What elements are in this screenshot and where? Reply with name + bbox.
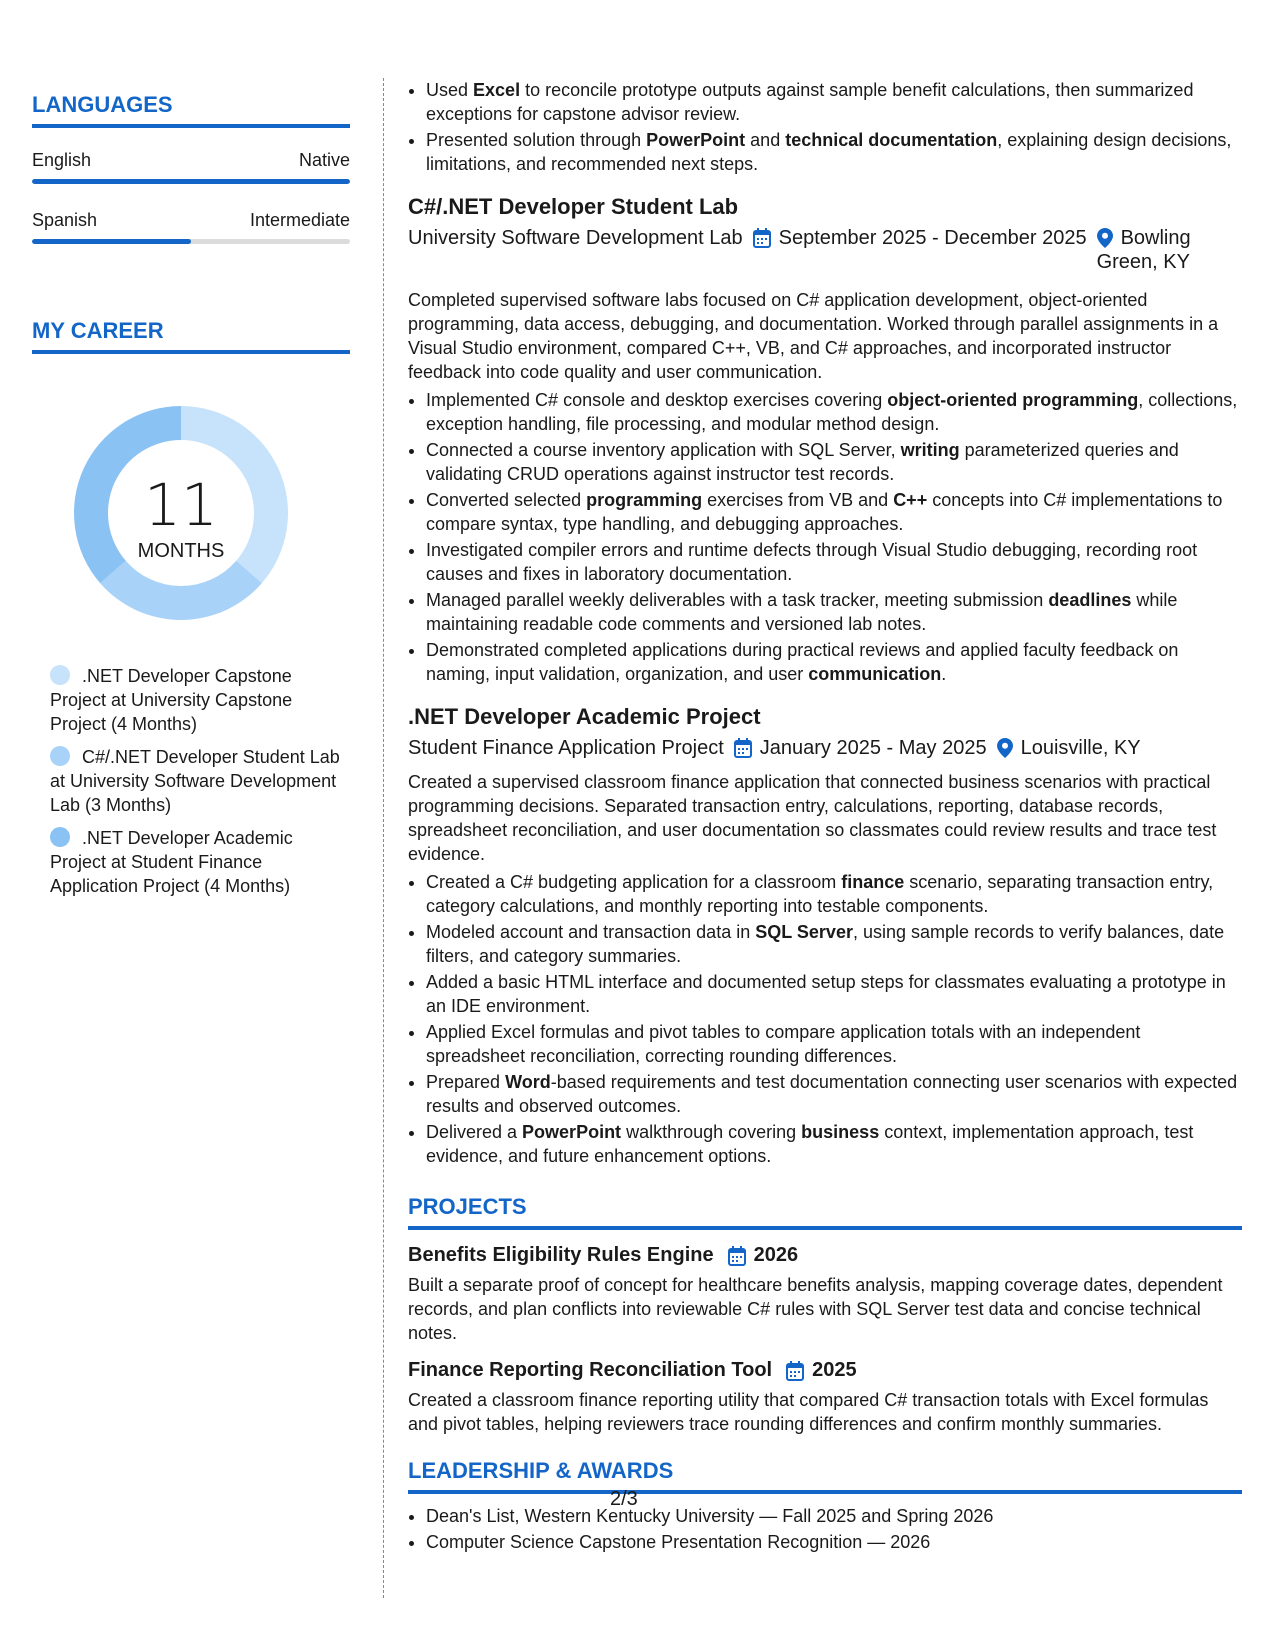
bullet-item: • Prepared Word-based requirements and test documentation connecting user scenarios with expected results and observed outcomes.: [426, 1070, 1242, 1118]
language-level: Intermediate: [249, 210, 350, 230]
bullet-item: • Investigated compiler errors and runtime defects through Visual Studio debugging, recording root causes and fixes in laboratory documentation.: [426, 538, 1242, 586]
leadership-item: • Dean's List, Western Kentucky University — Fall 2025 and Spring 2026: [426, 1504, 1242, 1528]
language-level-bar: [32, 239, 350, 244]
job-bullet-list: [408, 870, 1242, 1168]
legend-item: [50, 664, 350, 736]
languages-title: LANGUAGES: [32, 92, 350, 128]
legend-dot: [50, 746, 70, 766]
bullet-item: • Modeled account and transaction data in SQL Server, using sample records to verify balances, date filters, and category summaries.: [426, 920, 1242, 968]
project-name: Finance Reporting Reconciliation Tool: [408, 1359, 773, 1381]
job-company: Student Finance Application Project: [408, 737, 724, 759]
right-column: [408, 78, 1242, 1556]
column-divider: [383, 78, 384, 1598]
projects-title: PROJECTS: [408, 1194, 1242, 1230]
bullet-item: • Implemented C# console and desktop exercises covering object-oriented programming, collections, exception handling, file processing, and modular method design.: [426, 388, 1242, 436]
project-year: 2026: [753, 1244, 799, 1266]
project-item: [408, 1359, 1242, 1436]
calendar-icon: [786, 1361, 804, 1381]
legend-dot: [50, 665, 70, 685]
project-description: Built a separate proof of concept for healthcare benefits analysis, mapping coverage dates, dependent records, and plan conflicts into reviewable C# rules with SQL Server test data and concise technical notes.: [408, 1275, 1223, 1343]
job-description: Completed supervised software labs focused on C# application development, object-oriented programming, data access, debugging, and documentation. Worked through parallel assignments in a Visual Studio environment, compared C++, VB, and C# approaches, and incorporated instructor feedback into code quality and user communication.: [408, 290, 1219, 382]
job-location-line: Green, KY: [1096, 251, 1190, 273]
legend-label: .NET Developer Academic Project at Student Finance Application Project (4 Months): [50, 828, 293, 896]
leadership-title: LEADERSHIP & AWARDS: [408, 1458, 1242, 1494]
top-bullet-list: [408, 78, 1242, 176]
career-total-number: 11: [144, 471, 218, 539]
leadership-list: [408, 1504, 1242, 1554]
page-number: 2/3: [610, 1488, 638, 1510]
bullet-item: • Added a basic HTML interface and documented setup steps for classmates evaluating a prototype in an IDE environment.: [426, 970, 1242, 1018]
job-meta: [408, 226, 1242, 274]
location-pin-icon: [1097, 228, 1113, 248]
language-level-fill: [32, 239, 191, 244]
project-year: 2025: [812, 1359, 857, 1381]
legend-item: [50, 745, 350, 817]
legend-item: [50, 826, 350, 898]
career-donut-chart: [66, 398, 296, 628]
calendar-icon: [753, 228, 771, 248]
bullet-item: • Delivered a PowerPoint walkthrough covering business context, implementation approach, test evidence, and future enhancement options.: [426, 1120, 1242, 1168]
legend-label: C#/.NET Developer Student Lab at University Software Development Lab (3 Months): [50, 747, 340, 815]
language-level: Native: [298, 150, 350, 170]
leadership-section: [408, 1458, 1242, 1554]
career-total-unit: MONTHS: [137, 540, 225, 562]
job-bullet-list: [408, 388, 1242, 686]
language-name: English: [32, 150, 92, 170]
job-company: University Software Development Lab: [408, 227, 743, 249]
job-title: .NET Developer Academic Project: [408, 704, 761, 729]
bullet-item: • Demonstrated completed applications during practical reviews and applied faculty feedback on naming, input validation, organization, and user communication.: [426, 638, 1242, 686]
calendar-icon: [734, 738, 752, 758]
career-legend: [50, 664, 350, 898]
job-dates: September 2025 - December 2025: [778, 227, 1087, 249]
projects-section: [408, 1194, 1242, 1436]
language-level-bar: [32, 179, 350, 184]
career-title: MY CAREER: [32, 318, 350, 354]
bullet-item: • Converted selected programming exercises from VB and C++ concepts into C# implementations to compare syntax, type handling, and debugging approaches.: [426, 488, 1242, 536]
job-location: Louisville, KY: [1020, 737, 1141, 759]
job-meta: [408, 736, 1242, 760]
language-item: [32, 150, 350, 184]
language-level-fill: [32, 179, 350, 184]
bullet-item: • Managed parallel weekly deliverables with a task tracker, meeting submission deadlines while maintaining readable code comments and versioned lab notes.: [426, 588, 1242, 636]
project-name: Benefits Eligibility Rules Engine: [408, 1244, 714, 1266]
project-item: [408, 1244, 1242, 1345]
bullet-item: • Used Excel to reconcile prototype outputs against sample benefit calculations, then summarized exceptions for capstone advisor review.: [426, 78, 1242, 126]
bullet-item: • Connected a course inventory application with SQL Server, writing parameterized queries and validating CRUD operations against instructor test records.: [426, 438, 1242, 486]
legend-dot: [50, 827, 70, 847]
legend-label: .NET Developer Capstone Project at University Capstone Project (4 Months): [50, 666, 293, 734]
language-item: [32, 210, 350, 244]
leadership-item: • Computer Science Capstone Presentation Recognition — 2026: [426, 1530, 1242, 1554]
left-column: [32, 92, 350, 907]
calendar-icon: [728, 1246, 746, 1266]
job-dates: January 2025 - May 2025: [759, 737, 987, 759]
bullet-item: • Presented solution through PowerPoint and technical documentation, explaining design decisions, limitations, and recommended next steps.: [426, 128, 1242, 176]
job-description: Created a supervised classroom finance application that connected business scenarios with practical programming decisions. Separated transaction entry, calculations, reporting, database records, spreadsheet reconciliation, and user documentation so classmates could review results and trace test evidence.: [408, 772, 1217, 864]
bullet-item: • Created a C# budgeting application for a classroom finance scenario, separating transaction entry, category calculations, and monthly reporting into testable components.: [426, 870, 1242, 918]
language-name: Spanish: [32, 210, 98, 230]
job-location: [1096, 226, 1191, 274]
job-location-line: Bowling: [1120, 227, 1191, 249]
bullet-item: • Applied Excel formulas and pivot tables to compare application totals with an independent spreadsheet reconciliation, correcting rounding differences.: [426, 1020, 1242, 1068]
location-pin-icon: [997, 738, 1013, 758]
project-description: Created a classroom finance reporting utility that compared C# transaction totals with Excel formulas and pivot tables, helping reviewers trace rounding differences and confirm monthly summaries.: [408, 1390, 1209, 1434]
job-entry: [408, 704, 1242, 1168]
job-entry: [408, 194, 1242, 686]
job-title: C#/.NET Developer Student Lab: [408, 194, 739, 219]
